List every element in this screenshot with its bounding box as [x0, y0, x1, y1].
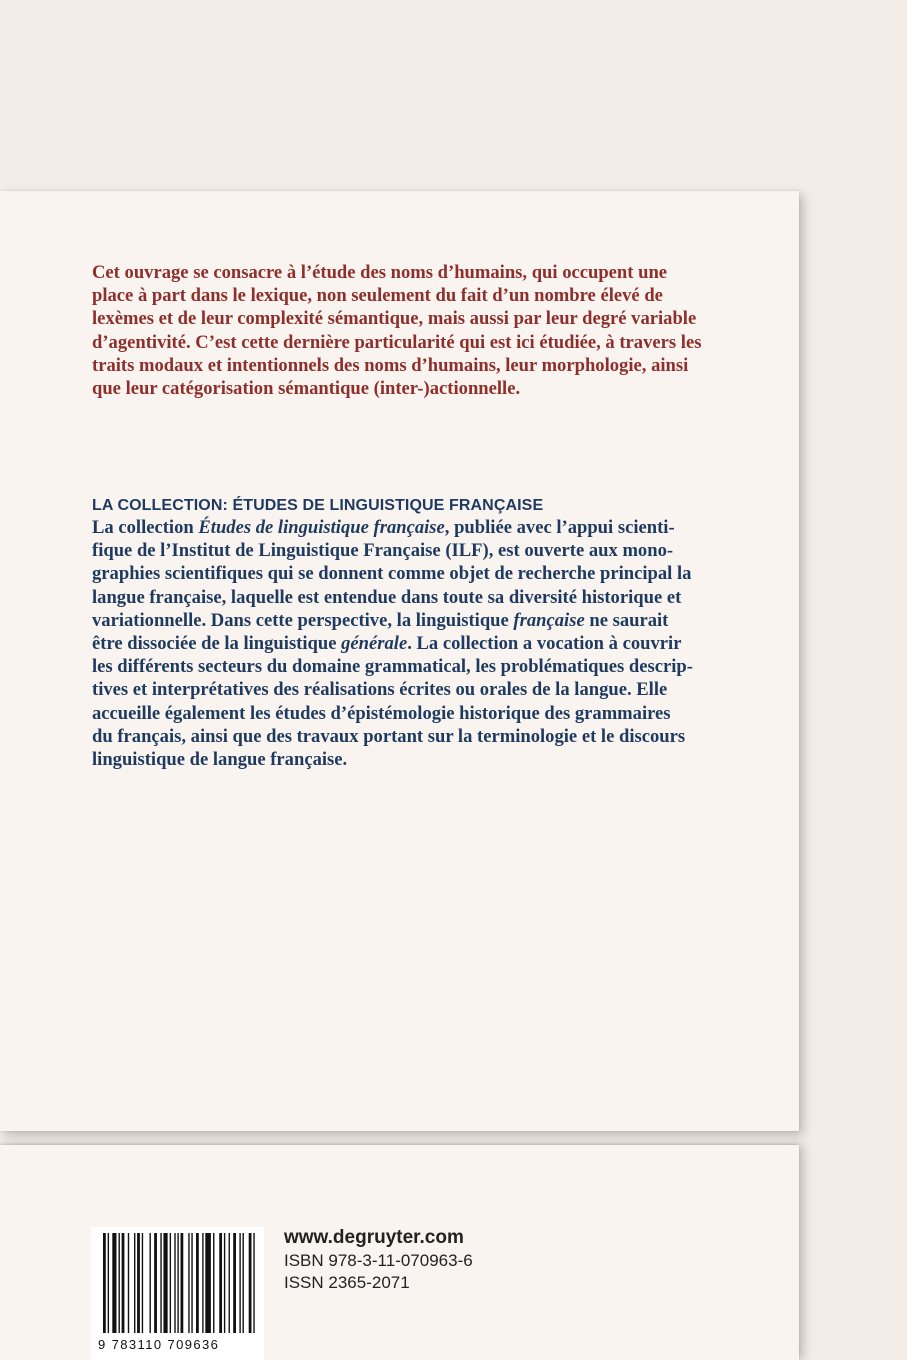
- barcode-bar: [191, 1233, 192, 1333]
- barcode-bar: [181, 1233, 184, 1333]
- barcode-bar: [119, 1233, 120, 1333]
- blurb-line: d’agentivité. C’est cette dernière particularité qui est ici étudiée, à travers les: [92, 331, 702, 353]
- barcode-bar: [108, 1233, 109, 1333]
- barcode-bar: [160, 1233, 161, 1333]
- collection-line: linguistique de langue française.: [92, 749, 348, 771]
- barcode-bar: [243, 1233, 244, 1333]
- collection-description: [92, 516, 732, 771]
- barcode-bar: [154, 1233, 157, 1333]
- collection-line: être dissociée de la linguistique générale. La collection a vocation à couvrir: [92, 633, 682, 655]
- collection-line: tives et interprétatives des réalisations écrites ou orales de la langue. Elle: [92, 679, 668, 701]
- barcode-bar: [188, 1233, 189, 1333]
- barcode-bar: [112, 1233, 116, 1333]
- barcode-bar: [134, 1233, 135, 1333]
- barcode-bar: [196, 1233, 199, 1333]
- collection-line: graphies scientifiques qui se donnent comme objet de recherche principal la: [92, 563, 692, 585]
- collection-line: langue française, laquelle est entendue dans toute sa diversité historique et: [92, 586, 682, 608]
- barcode-bar: [142, 1233, 143, 1333]
- barcode: [91, 1227, 264, 1360]
- barcode-bar: [163, 1233, 167, 1333]
- issn-label: ISSN 2365-2071: [284, 1273, 410, 1292]
- blurb-line: place à part dans le lexique, non seulement du fait d’un nombre élevé de: [92, 285, 663, 307]
- barcode-bars: [91, 1227, 264, 1339]
- blurb-line: lexèmes et de leur complexité sémantique, mais aussi par leur degré variable: [92, 308, 697, 330]
- isbn-label: ISBN 978-3-11-070963-6: [284, 1251, 473, 1270]
- collection-line: fique de l’Institut de Linguistique Française (ILF), est ouverte aux mono-: [92, 540, 674, 562]
- barcode-bar: [122, 1233, 125, 1333]
- blurb-text: [92, 261, 732, 400]
- barcode-bar: [249, 1233, 252, 1333]
- barcode-bar: [219, 1233, 222, 1333]
- collection-line: variationnelle. Dans cette perspective, la linguistique française ne saurait: [92, 609, 669, 631]
- blurb-line: traits modaux et intentionnels des noms d’humains, leur morphologie, ainsi: [92, 354, 689, 376]
- barcode-bar: [174, 1233, 175, 1333]
- publisher-url[interactable]: www.degruyter.com: [284, 1227, 464, 1248]
- barcode-bar: [205, 1233, 211, 1333]
- collection-line: les différents secteurs du domaine grammatical, les problématiques descrip-: [92, 656, 693, 678]
- barcode-bar: [202, 1233, 203, 1333]
- barcode-bar: [150, 1233, 151, 1333]
- barcode-bar: [177, 1233, 178, 1333]
- barcode-bar: [170, 1233, 171, 1333]
- barcode-bar: [233, 1233, 236, 1333]
- barcode-bar: [213, 1233, 214, 1333]
- barcode-bar: [128, 1233, 129, 1333]
- barcode-digits: 9 783110 709636: [98, 1337, 220, 1352]
- collection-line: accueille également les études d’épistémologie historique des grammaires: [92, 702, 671, 724]
- barcode-bar: [103, 1233, 106, 1333]
- barcode-bar: [224, 1233, 225, 1333]
- collection-line: du français, ainsi que des travaux portant sur la terminologie et le discours: [92, 725, 686, 747]
- barcode-bar: [239, 1233, 240, 1333]
- barcode-bar: [229, 1233, 230, 1333]
- collection-line: La collection Études de linguistique française, publiée avec l’appui scienti-: [92, 517, 675, 538]
- collection-heading: LA COLLECTION: ÉTUDES DE LINGUISTIQUE FRANÇAISE: [92, 497, 544, 514]
- blurb-line: que leur catégorisation sémantique (inter-)actionnelle.: [92, 378, 521, 400]
- barcode-bar: [137, 1233, 140, 1333]
- publisher-info: [284, 1226, 473, 1294]
- barcode-bar: [253, 1233, 254, 1333]
- blurb-line: Cet ouvrage se consacre à l’étude des noms d’humains, qui occupent une: [92, 262, 668, 283]
